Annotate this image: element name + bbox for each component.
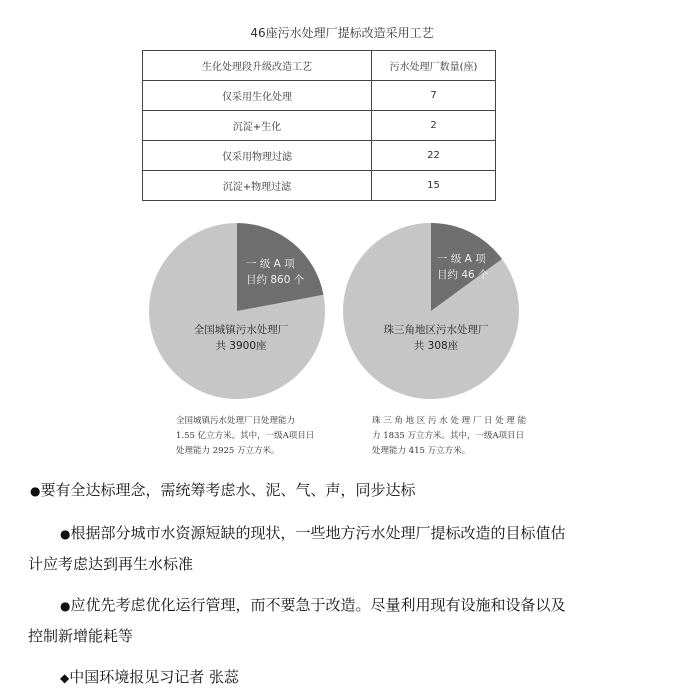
article-byline [30,662,660,693]
paragraph-text: 根据部分城市水资源短缺的现状，一些地方污水处理厂提标改造的目标值估 [70,524,566,542]
caption-line: 处理能力 2925 万立方米。 [176,446,280,456]
table-header-cell: 生化处理段升级改造工艺 [143,51,372,81]
table-row [143,171,496,201]
caption-line: 1.55 亿立方米。其中，一级A项目日 [176,431,315,441]
table-header-cell: 污水处理厂数量(座) [372,51,496,81]
pie-prd-body-label [366,322,506,354]
pie-national-slice-label [246,256,304,288]
table-cell: 22 [372,141,496,171]
paragraph-text: 控制新增能耗等 [28,627,134,645]
bullet-icon: ● [30,484,41,498]
table-row [143,111,496,141]
table-cell: 15 [372,171,496,201]
pie-svg-national [148,222,326,400]
table-header-row [143,51,496,81]
body-label-line: 全国城镇污水处理厂 [193,324,289,336]
paragraph-text: 计应考虑达到再生水标准 [28,555,194,573]
bullet-icon: ● [60,527,71,541]
pie-prd-slice-label [437,251,489,283]
table-cell: 2 [372,111,496,141]
table-row [143,81,496,111]
slice-label-line: 一 级 A 项 [437,253,486,265]
pie-prd-caption [372,414,526,459]
body-label-line: 珠三角地区污水处理厂 [383,324,489,336]
slice-label-line: 目约 860 个 [246,274,305,286]
pie-national-body-label [176,322,306,354]
article-paragraph-2 [30,518,660,579]
table-row [143,141,496,171]
slice-label-line: 目约 46 个 [437,269,489,281]
caption-line: 力 1835 万立方米。其中，一级A项目日 [372,431,525,441]
process-table [142,50,496,201]
table-cell: 7 [372,81,496,111]
pie-national-caption [176,414,314,459]
caption-line: 珠 三 角 地 区 污 水 处 理 厂 日 处 理 能 [372,416,527,426]
body-label-line: 共 308座 [413,340,459,352]
bullet-icon: ● [60,599,71,613]
article-paragraph-3 [30,590,660,651]
body-label-line: 共 3900座 [215,340,267,352]
byline-text: 中国环境报见习记者 张蕊 [69,668,240,686]
figure-title: 46座污水处理厂提标改造采用工艺 [250,26,434,40]
pie-chart-national [148,222,326,400]
caption-line: 全国城镇污水处理厂日处理能力 [176,416,296,426]
table-cell: 仅采用物理过滤 [143,141,372,171]
table-cell: 仅采用生化处理 [143,81,372,111]
pie-svg-prd [342,222,520,400]
paragraph-text: 应优先考虑优化运行管理，而不要急于改造。尽量利用现有设施和设备以及 [70,596,566,614]
pie-chart-prd [342,222,520,400]
diamond-icon: ◆ [60,671,70,685]
article-paragraph-1 [30,475,660,506]
paragraph-text: 要有全达标理念，需统筹考虑水、泥、气、声，同步达标 [40,481,416,499]
slice-label-line: 一 级 A 项 [246,258,295,270]
caption-line: 处理能力 415 万立方米。 [372,446,471,456]
table-cell: 沉淀+生化 [143,111,372,141]
table-cell: 沉淀+物理过滤 [143,171,372,201]
